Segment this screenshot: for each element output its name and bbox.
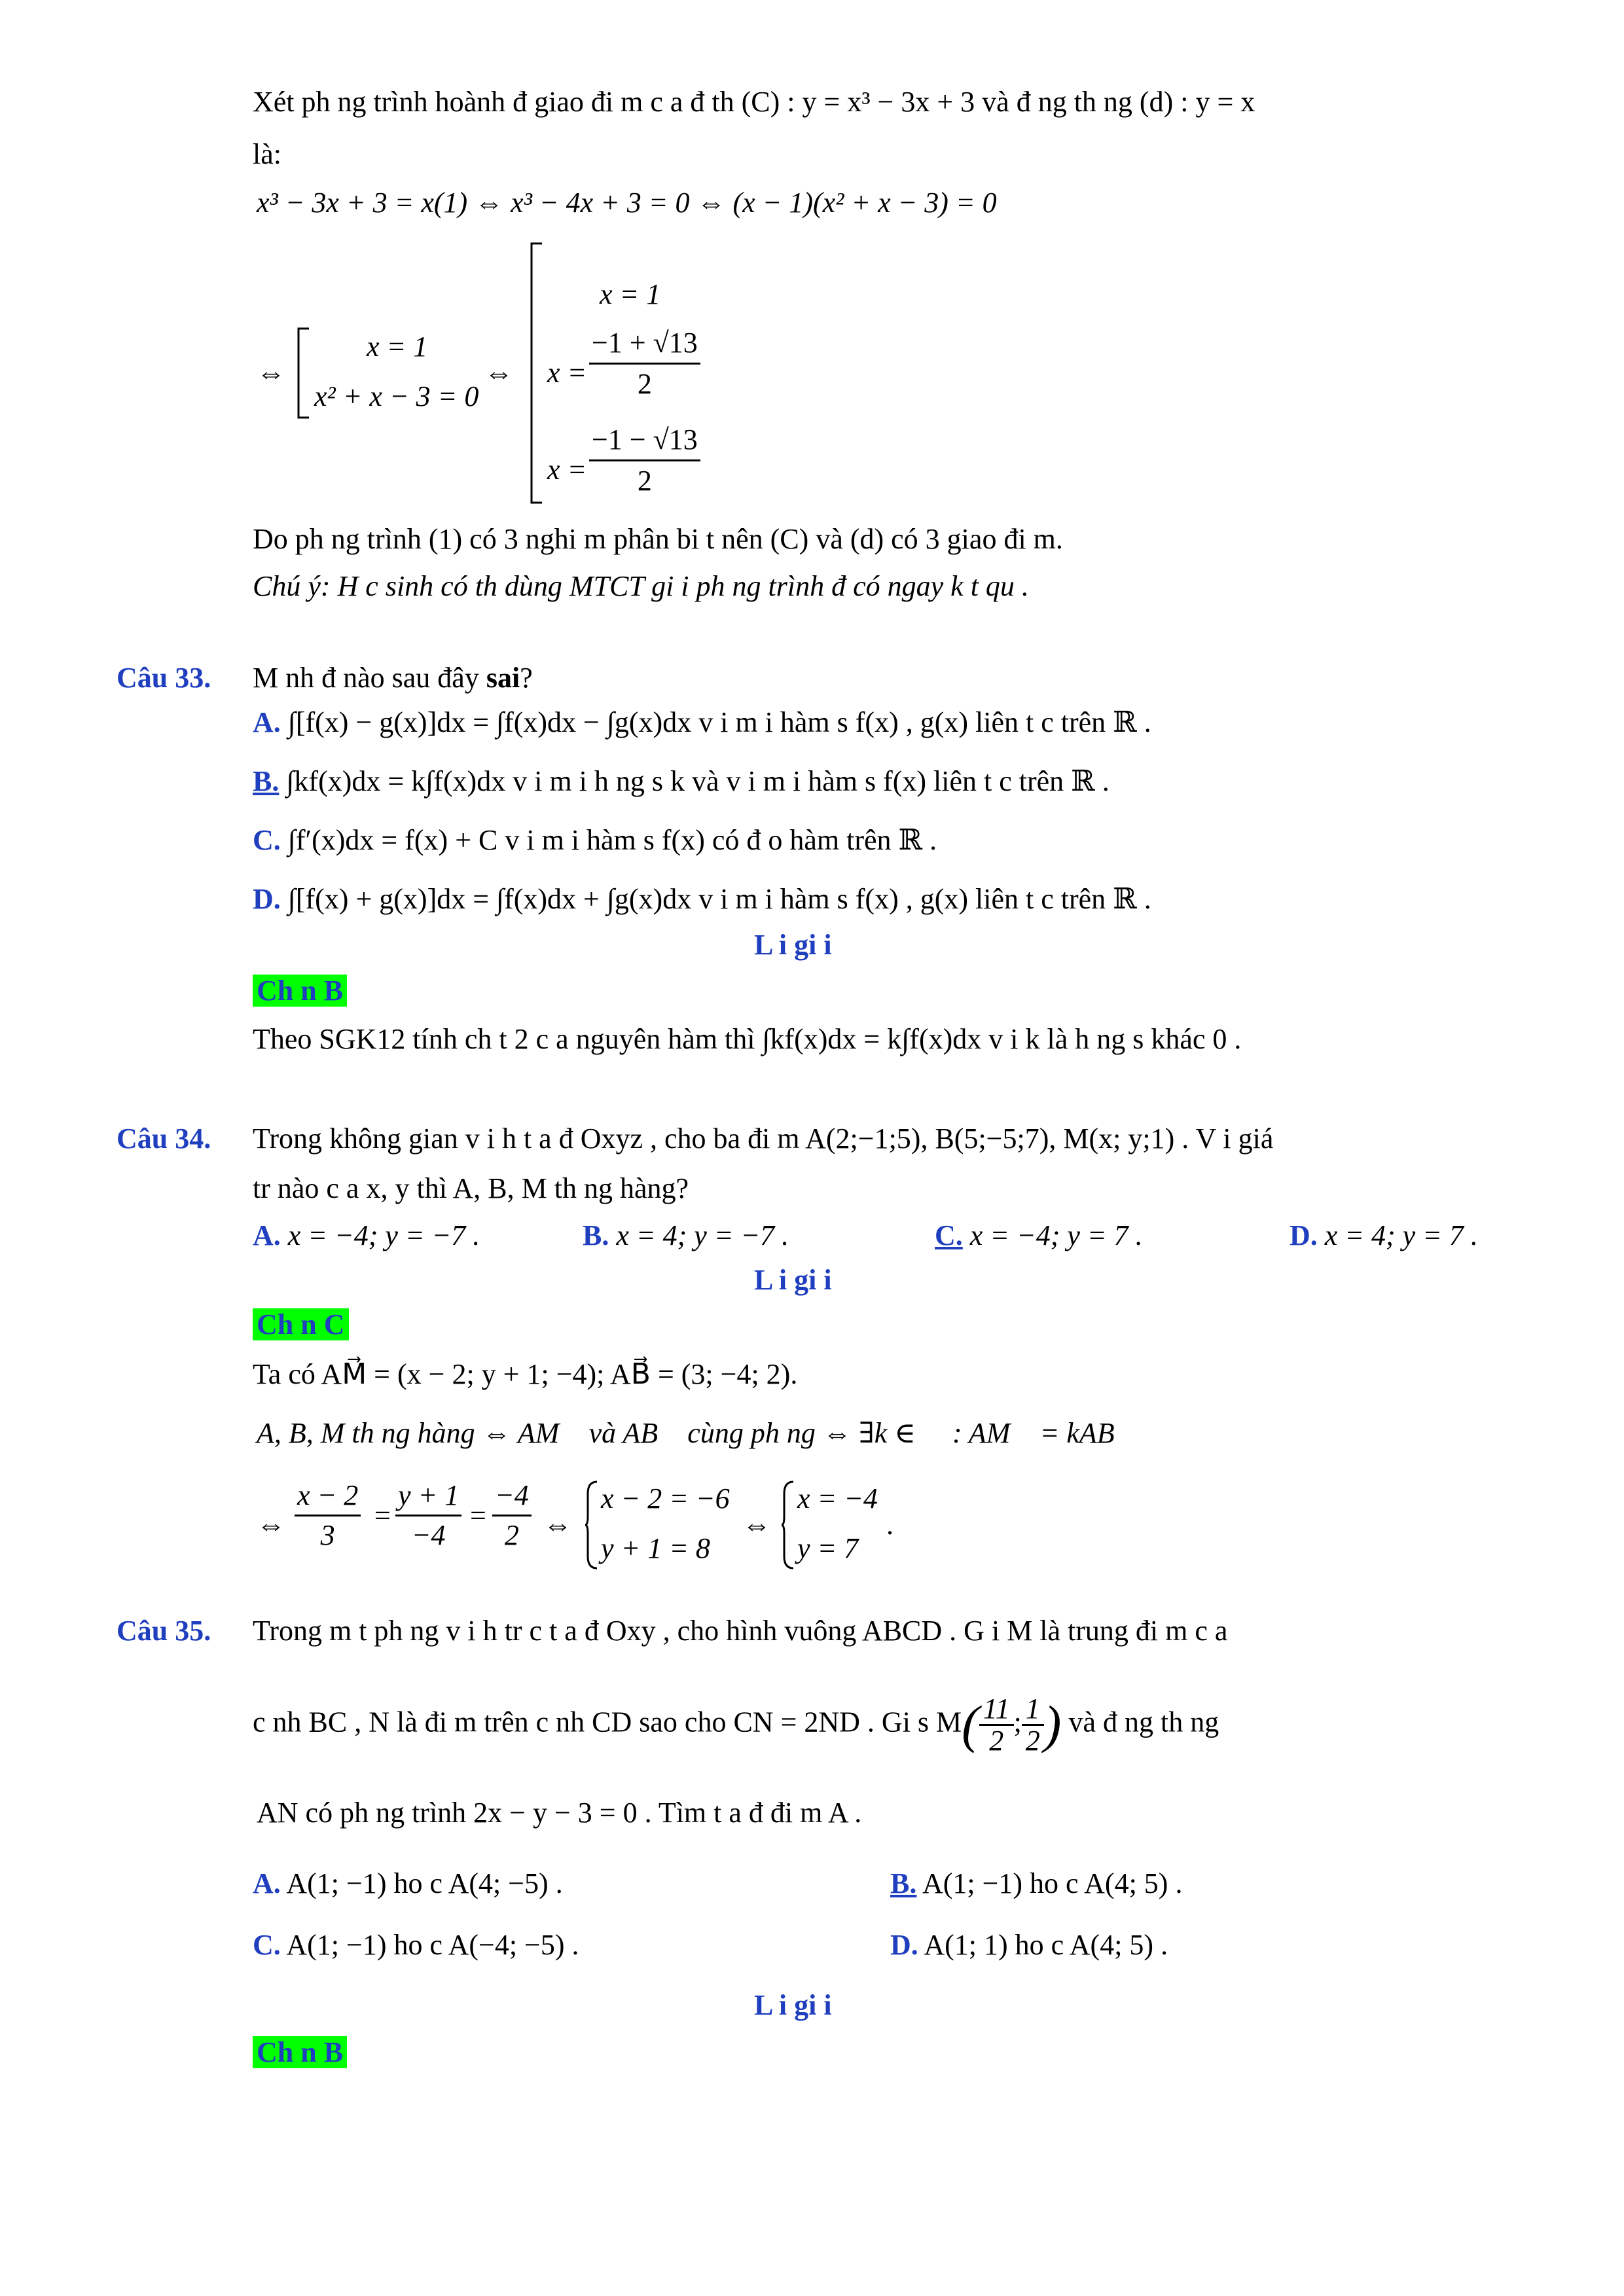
fraction-root-plus-den: 2 (637, 368, 652, 400)
q34-option-d-text: x = 4; y = 7 . (1324, 1219, 1478, 1251)
q35-option-a[interactable] (253, 1864, 563, 1903)
q33-option-a-key: A. (253, 706, 281, 738)
q35-option-b-key: B. (890, 1867, 917, 1899)
q34-question-line-2: tr nào c a x, y thì A, B, M th ng hàng? (253, 1172, 689, 1204)
q35-option-b[interactable] (890, 1864, 1182, 1903)
q34-system-1-b: y + 1 = 8 (601, 1532, 710, 1564)
fraction-root-minus-den: 2 (637, 465, 652, 497)
system-left-row-2: x² + x − 3 = 0 (314, 380, 479, 412)
system-left-row-1: x = 1 (367, 331, 428, 363)
q34-solution-line-2: A, B, M th ng hàng ⇔ AM⃗ và AB⃗ cùng ph ng ⇔ ∃k ∈ ℝ : AM⃗ = kAB⃗ (257, 1417, 1137, 1449)
q34-question-line-1: Trong không gian v i h t a đ Oxyz , cho ba đi m A(2;−1;5), B(5;−5;7), M(x; y;1) . V i giá (253, 1122, 1274, 1155)
q33-option-d-key: D. (253, 883, 281, 915)
right-bracket (529, 242, 545, 504)
q34-system-2-b: y = 7 (797, 1532, 859, 1564)
fraction-root-minus (589, 420, 700, 501)
q34-option-c[interactable] (935, 1216, 1143, 1255)
q35-option-c-text: A(1; −1) ho c A(−4; −5) . (286, 1929, 579, 1961)
q35-question-line-3: AN có ph ng trình 2x − y − 3 = 0 . Tìm t a đ đi m A . (257, 1797, 862, 1829)
q35-option-c-key: C. (253, 1929, 281, 1961)
system-right-row-3-lhs: x = (547, 454, 587, 486)
q34-option-b-key: B. (583, 1219, 609, 1251)
q35-answer-badge: Ch n B (253, 2036, 347, 2068)
q34-fraction-3-den: 2 (504, 1519, 519, 1551)
q33-answer-row (253, 971, 347, 1011)
q34-brace-2 (780, 1480, 795, 1570)
fraction-root-plus-num: −1 + √13 (589, 323, 700, 365)
q35-label: Câu 35. (117, 1615, 211, 1647)
q33-option-a-text: ∫[f(x) − g(x)]dx = ∫f(x)dx − ∫g(x)dx v i m i hàm s f(x) , g(x) liên t c trên ℝ . (287, 706, 1151, 738)
q33-option-b-key: B. (253, 765, 280, 797)
intro-conclusion: Do ph ng trình (1) có 3 nghi m phân bi t nên (C) và (d) có 3 giao đi m. (253, 523, 1063, 555)
q33-option-a[interactable] (253, 703, 1151, 742)
q35-m-x-fraction (979, 1694, 1014, 1756)
q33-option-d[interactable] (253, 880, 1151, 919)
intro-note: Chú ý: H c sinh có th dùng MTCT gi i ph ng trình đ có ngay k t qu . (253, 570, 1029, 602)
q35-m-y-fraction (1022, 1694, 1044, 1756)
q34-fraction-3-num: −4 (492, 1477, 532, 1516)
q34-system-2-a: x = −4 (797, 1482, 878, 1515)
q34-answer-row (253, 1305, 349, 1344)
q35-text2-pre: c nh BC , N là đi m trên c nh CD sao cho CN = 2ND . Gi s M (253, 1706, 962, 1738)
q35-text2-post: và đ ng th ng (1061, 1706, 1219, 1738)
q34-answer-badge: Ch n C (253, 1308, 349, 1340)
q34-option-d[interactable] (1290, 1216, 1478, 1255)
q33-question (253, 658, 533, 698)
q33-text-bold: sai (486, 662, 520, 694)
q34-label: Câu 34. (117, 1122, 211, 1155)
q34-option-a-text: x = −4; y = −7 . (287, 1219, 480, 1251)
fraction-root-minus-num: −1 − √13 (589, 420, 700, 461)
q33-option-b[interactable] (253, 762, 1110, 801)
q34-option-b[interactable] (583, 1216, 789, 1255)
q34-fraction-2-num: y + 1 (395, 1477, 461, 1516)
intro-line-1: Xét ph ng trình hoành đ giao đi m c a đ th (C) : y = x³ − 3x + 3 và đ ng th ng (d) : y = x (253, 86, 1255, 118)
q34-sol3-arrow-2: ⇔ (543, 1509, 572, 1541)
q35-option-b-text: A(1; −1) ho c A(4; 5) . (922, 1867, 1183, 1899)
system-right-row-2-lhs: x = (547, 357, 587, 389)
system-right-row-1: x = 1 (600, 278, 661, 310)
q35-option-a-key: A. (253, 1867, 281, 1899)
q35-option-a-text: A(1; −1) ho c A(4; −5) . (286, 1867, 563, 1899)
q35-option-d-key: D. (890, 1929, 918, 1961)
q34-sol3-arrow: ⇔ (257, 1509, 285, 1541)
q34-fraction-1-num: x − 2 (295, 1477, 361, 1516)
q35-m-y-den: 2 (1025, 1725, 1040, 1757)
q35-answer-row (253, 2033, 347, 2072)
q35-m-x-num: 11 (979, 1694, 1014, 1726)
q35-m-x-den: 2 (989, 1725, 1004, 1757)
q34-fraction-1 (295, 1477, 361, 1554)
q34-solution-title: L i gi i (754, 1264, 832, 1296)
system-arrow-left: ⇔ (257, 357, 285, 389)
intro-equation: x³ − 3x + 3 = x(1) ⇔ x³ − 4x + 3 = 0 ⇔ (x − 1)(x² + x − 3) = 0 (257, 187, 997, 219)
q33-option-d-text: ∫[f(x) + g(x)]dx = ∫f(x)dx + ∫g(x)dx v i m i hàm s f(x) , g(x) liên t c trên ℝ . (287, 883, 1151, 915)
q35-m-y-num: 1 (1022, 1694, 1044, 1726)
q34-fraction-2-den: −4 (411, 1519, 446, 1551)
fraction-root-plus (589, 323, 700, 404)
q34-brace-1 (584, 1480, 598, 1570)
q34-system-1-a: x − 2 = −6 (601, 1482, 730, 1515)
q34-fraction-2 (395, 1477, 461, 1554)
q34-option-c-key: C. (935, 1219, 963, 1251)
q35-question-line-1: Trong m t ph ng v i h tr c t a đ Oxy , cho hình vuông ABCD . G i M là trung đi m c a (253, 1615, 1228, 1647)
q34-eq-sign-2: = (470, 1499, 486, 1532)
q33-option-c-text: ∫f′(x)dx = f(x) + C v i m i hàm s f(x) có đ o hàm trên ℝ . (287, 824, 937, 856)
q33-answer-badge: Ch n B (253, 975, 347, 1007)
q35-question-line-2: c nh BC , N là đi m trên c nh CD sao cho CN = 2ND . Gi s M( $\frac{11}{2}$ ; $\frac{1}{2}$ ) và đ ng th ng (253, 1693, 1219, 1757)
q34-option-a-key: A. (253, 1219, 281, 1251)
q33-text-post: ? (520, 662, 533, 694)
q33-option-c-key: C. (253, 824, 281, 856)
q34-option-c-text: x = −4; y = 7 . (969, 1219, 1143, 1251)
q34-option-d-key: D. (1290, 1219, 1318, 1251)
system-arrow-mid: ⇔ (484, 357, 513, 389)
q34-period: . (886, 1509, 893, 1541)
q33-option-b-text: ∫kf(x)dx = k∫f(x)dx v i m i h ng s k và v i m i hàm s f(x) liên t c trên ℝ . (286, 765, 1110, 797)
q34-fraction-1-den: 3 (320, 1519, 335, 1551)
q34-fraction-3 (492, 1477, 532, 1554)
q35-option-d-text: A(1; 1) ho c A(4; 5) . (924, 1929, 1168, 1961)
q33-solution-title: L i gi i (754, 929, 832, 961)
q35-option-d[interactable] (890, 1926, 1168, 1965)
q35-option-c[interactable] (253, 1926, 579, 1965)
q34-solution-line-1: Ta có AM⃗ = (x − 2; y + 1; −4); AB⃗ = (3; −4; 2). (253, 1358, 798, 1390)
intro-line-2: là: (253, 138, 281, 170)
q34-option-b-text: x = 4; y = −7 . (616, 1219, 789, 1251)
q33-label: Câu 33. (117, 662, 211, 694)
q34-option-a[interactable] (253, 1216, 480, 1255)
q33-text-pre: M nh đ nào sau đây (253, 662, 486, 694)
q35-paren-open: ( (962, 1696, 979, 1754)
q33-explain: Theo SGK12 tính ch t 2 c a nguyên hàm thì ∫kf(x)dx = k∫f(x)dx v i k là h ng s khác 0 . (253, 1023, 1242, 1055)
q33-option-c[interactable] (253, 821, 937, 860)
left-bracket (296, 327, 312, 419)
q35-solution-title: L i gi i (754, 1989, 832, 2021)
q35-paren-close: ) (1043, 1696, 1062, 1754)
q34-eq-sign-1: = (374, 1499, 391, 1532)
q34-sol3-arrow-3: ⇔ (742, 1509, 771, 1541)
